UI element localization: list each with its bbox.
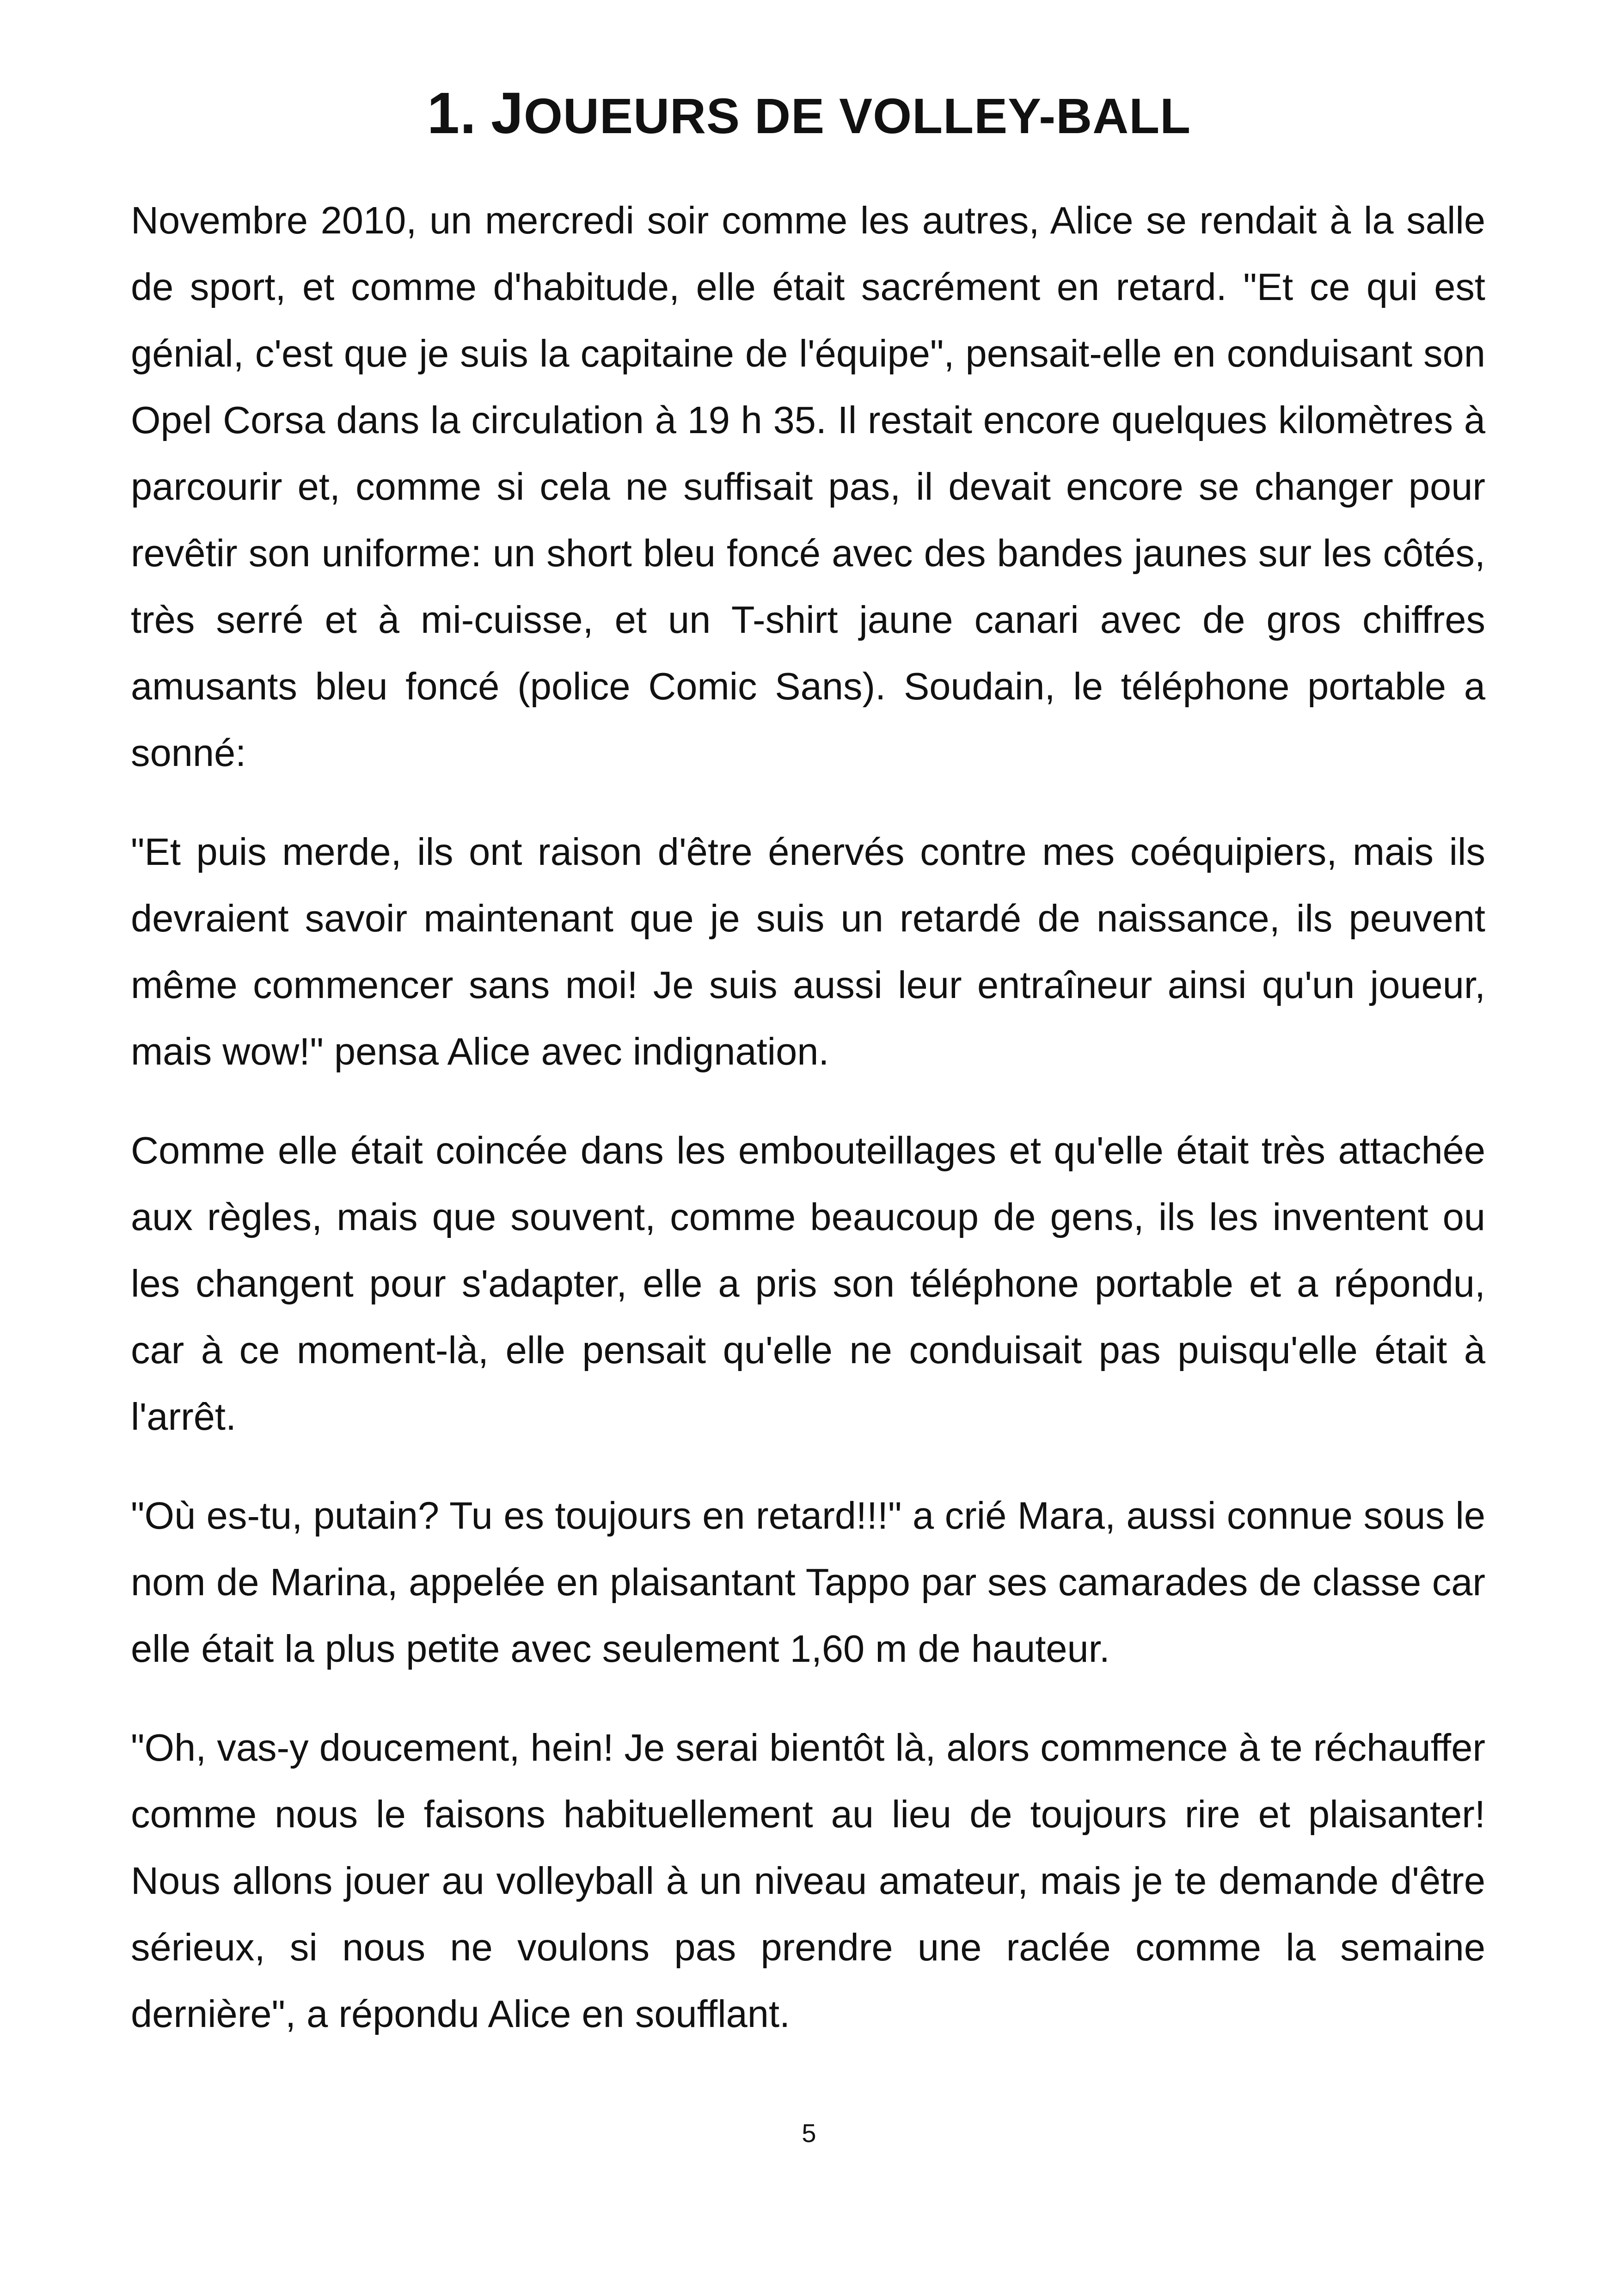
paragraph: "Et puis merde, ils ont raison d'être énervés contre mes coéquipiers, mais ils devraient savoir maintenant que je suis un retardé de naissance, ils peuvent même commencer sans moi! Je suis aussi leur entraîneur ainsi qu'un joueur, mais wow!" pensa Alice avec indignation. — [131, 830, 1485, 1073]
paragraph: Novembre 2010, un mercredi soir comme les autres, Alice se rendait à la salle de sport, et comme d'habitude, elle était sacrément en retard. "Et ce qui est génial, c'est que je suis la capitaine de l'équipe", pensait-elle en conduisant son Opel Corsa dans la circulation à 19 h 35. Il restait encore quelques kilomètres à parcourir et, comme si cela ne suffisait pas, il devait encore se changer pour revêtir son uniforme: un short bleu foncé avec des bandes jaunes sur les côtés, très serré et à mi-cuisse, et un T-shirt jaune canari avec de gros chiffres amusants bleu foncé (police Comic Sans). Soudain, le téléphone portable a sonné: — [131, 199, 1485, 774]
chapter-title-part-2: BALL — [1056, 88, 1191, 144]
chapter-number: 1. — [427, 80, 477, 146]
chapter-title — [0, 79, 1618, 151]
chapter-body — [131, 187, 1485, 2080]
chapter-title-dash: - — [1039, 88, 1056, 144]
paragraph: "Oh, vas-y doucement, hein! Je serai bientôt là, alors commence à te réchauffer comme nous le faisons habituellement au lieu de toujours rire et plaisanter! Nous allons jouer au volleyball à un niveau amateur, mais je te demande d'être sérieux, si nous ne voulons pas prendre une raclée comme la semaine dernière", a répondu Alice en soufflant. — [131, 1726, 1485, 2035]
paragraph: "Où es-tu, putain? Tu es toujours en retard!!!" a crié Mara, aussi connue sous le nom de Marina, appelée en plaisantant Tappo par ses camarades de classe car elle était la plus petite avec seulement 1,60 m de hauteur. — [131, 1494, 1485, 1670]
chapter-title-initial: J — [490, 80, 524, 146]
page-number: 5 — [802, 2118, 816, 2148]
paragraph: Comme elle était coincée dans les embouteillages et qu'elle était très attachée aux règles, mais que souvent, comme beaucoup de gens, ils les inventent ou les changent pour s'adapter, elle a pris son téléphone portable et a répondu, car à ce moment-là, elle pensait qu'elle ne conduisait pas puisqu'elle était à l'arrêt. — [131, 1129, 1485, 1438]
chapter-title-part-1: OUEURS DE VOLLEY — [524, 88, 1039, 144]
